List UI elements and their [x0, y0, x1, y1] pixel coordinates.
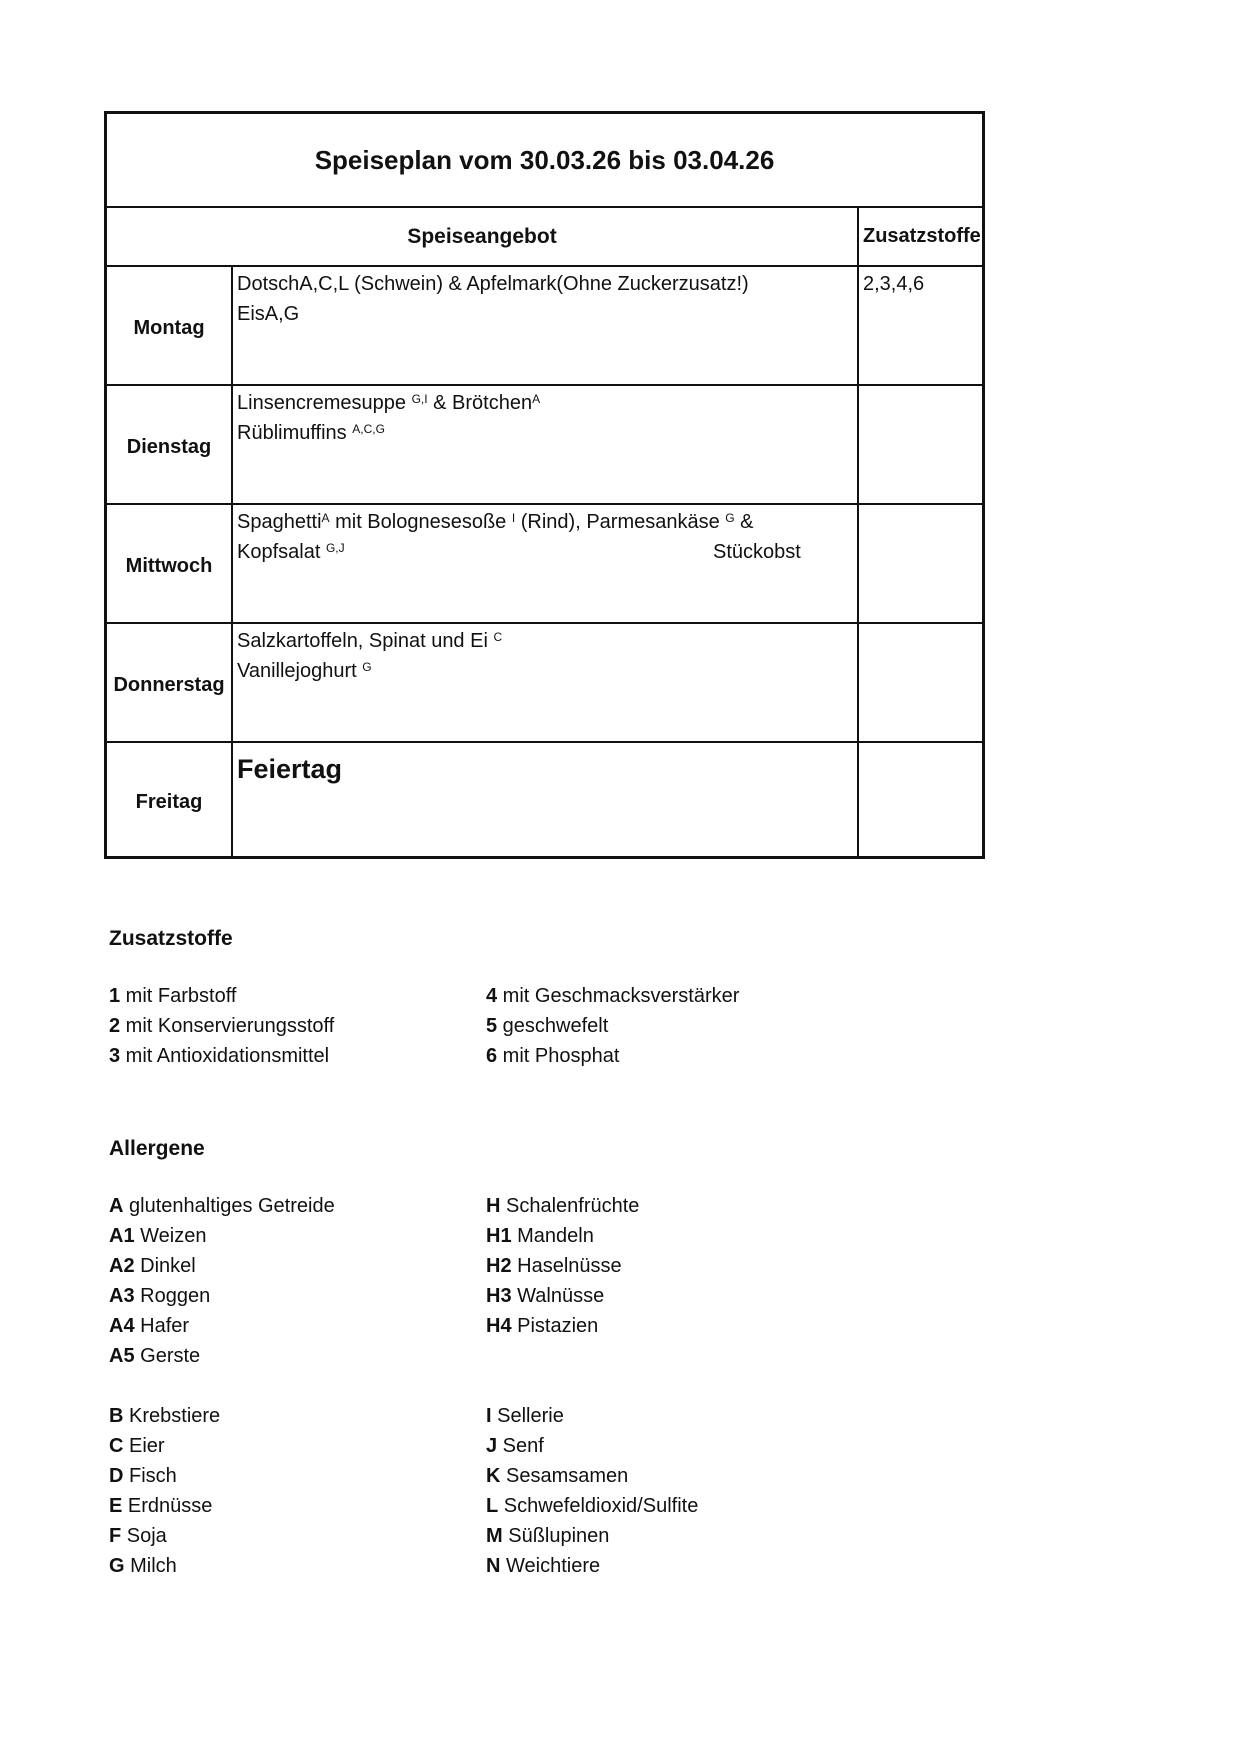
day-name: Freitag: [107, 743, 233, 856]
day-row-donnerstag: [107, 624, 982, 743]
allergens-legend-right: [486, 1191, 698, 1581]
day-row-montag: [107, 267, 982, 386]
menu-title: Speiseplan vom 30.03.26 bis 03.04.26: [107, 114, 982, 208]
food-line: [237, 388, 857, 418]
allergen-sup: G: [725, 511, 735, 525]
legend-item: J Senf: [486, 1435, 544, 1457]
legend-item: N Weichtiere: [486, 1555, 601, 1577]
day-food: [233, 743, 859, 856]
day-name: Donnerstag: [107, 624, 233, 741]
allergens-legend-title: Allergene: [109, 1137, 205, 1160]
day-row-freitag: [107, 743, 982, 856]
food-text: Salzkartoffeln, Spinat und Ei: [237, 630, 494, 652]
legend-item: G Milch: [109, 1555, 177, 1577]
food-text: &: [734, 511, 754, 533]
day-name: Dienstag: [107, 386, 233, 503]
legend-item: A1 Weizen: [109, 1225, 207, 1247]
day-food: [233, 267, 859, 384]
legend-item: B Krebstiere: [109, 1405, 221, 1427]
day-food: [233, 624, 859, 741]
header-additives: Zusatzstoffe: [863, 225, 981, 247]
food-text: & Brötchen: [427, 392, 533, 414]
day-additives: [859, 624, 985, 741]
allergen-sup: G,J: [325, 541, 345, 555]
day-additives: [859, 386, 985, 503]
legend-item: H Schalenfrüchte: [486, 1195, 640, 1217]
legend-item: H2 Haselnüsse: [486, 1255, 622, 1277]
food-text-right: Stückobst: [713, 541, 801, 563]
food-text: mit Bolognesesoße: [329, 511, 512, 533]
allergen-sup: G: [362, 660, 372, 674]
header-offer: Speiseangebot: [107, 208, 859, 265]
legend-item: H3 Walnüsse: [486, 1285, 605, 1307]
legend-item: 2 mit Konservierungsstoff: [109, 1015, 335, 1037]
food-text: (Rind), Parmesankäse: [515, 511, 726, 533]
food-line-holiday: Feiertag: [237, 754, 343, 784]
day-food: [233, 386, 859, 503]
legend-item: C Eier: [109, 1435, 165, 1457]
food-line: [237, 626, 857, 656]
legend-item: H4 Pistazien: [486, 1315, 599, 1337]
day-name: Mittwoch: [107, 505, 233, 622]
day-additives: [859, 743, 985, 856]
day-row-dienstag: [107, 386, 982, 505]
legend-item: A4 Hafer: [109, 1315, 190, 1337]
day-food: [233, 505, 859, 622]
menu-header-row: [107, 208, 982, 267]
additives-legend-left: [109, 981, 334, 1071]
food-line: [237, 507, 857, 537]
legend-item: 4 mit Geschmacksverstärker: [486, 985, 740, 1007]
food-text: Spaghetti: [237, 511, 322, 533]
food-line: EisA,G: [237, 303, 300, 325]
legend-item: E Erdnüsse: [109, 1495, 213, 1517]
food-text: Linsencremesuppe: [237, 392, 412, 414]
food-text: Rüblimuffins: [237, 422, 353, 444]
legend-item: H1 Mandeln: [486, 1225, 594, 1247]
allergen-sup: A: [321, 511, 330, 525]
food-line: [237, 656, 857, 686]
food-line: [237, 418, 857, 448]
day-row-mittwoch: [107, 505, 982, 624]
allergen-sup: G,I: [411, 392, 428, 406]
allergen-sup: I: [511, 511, 516, 525]
food-line: DotschA,C,L (Schwein) & Apfelmark(Ohne Zuckerzusatz!): [237, 273, 749, 295]
legend-item: K Sesamsamen: [486, 1465, 629, 1487]
legend-item: D Fisch: [109, 1465, 177, 1487]
legend-item: M Süßlupinen: [486, 1525, 610, 1547]
legend-item: L Schwefeldioxid/Sulfite: [486, 1495, 699, 1517]
food-line: [237, 537, 857, 567]
day-name: Montag: [107, 267, 233, 384]
legend-item: 1 mit Farbstoff: [109, 985, 237, 1007]
legend-item: 5 geschwefelt: [486, 1015, 609, 1037]
legend-item: A5 Gerste: [109, 1345, 201, 1367]
food-text: Kopfsalat: [237, 541, 326, 563]
legend-item: A3 Roggen: [109, 1285, 211, 1307]
food-text: Vanillejoghurt: [237, 660, 363, 682]
legend-item: 6 mit Phosphat: [486, 1045, 620, 1067]
additives-legend-title: Zusatzstoffe: [109, 927, 233, 950]
allergen-sup: C: [493, 630, 503, 644]
legend-item: A2 Dinkel: [109, 1255, 196, 1277]
day-additives: 2,3,4,6: [863, 273, 925, 295]
allergens-legend-left: [109, 1191, 335, 1581]
legend-item: A glutenhaltiges Getreide: [109, 1195, 335, 1217]
legend-item: 3 mit Antioxidationsmittel: [109, 1045, 330, 1067]
legend-item: F Soja: [109, 1525, 167, 1547]
day-additives: [859, 505, 985, 622]
allergen-sup: A,C,G: [352, 422, 385, 436]
additives-legend-right: [486, 981, 739, 1071]
menu-table: [104, 111, 985, 859]
legend-item: I Sellerie: [486, 1405, 564, 1427]
allergen-sup: A: [532, 392, 541, 406]
